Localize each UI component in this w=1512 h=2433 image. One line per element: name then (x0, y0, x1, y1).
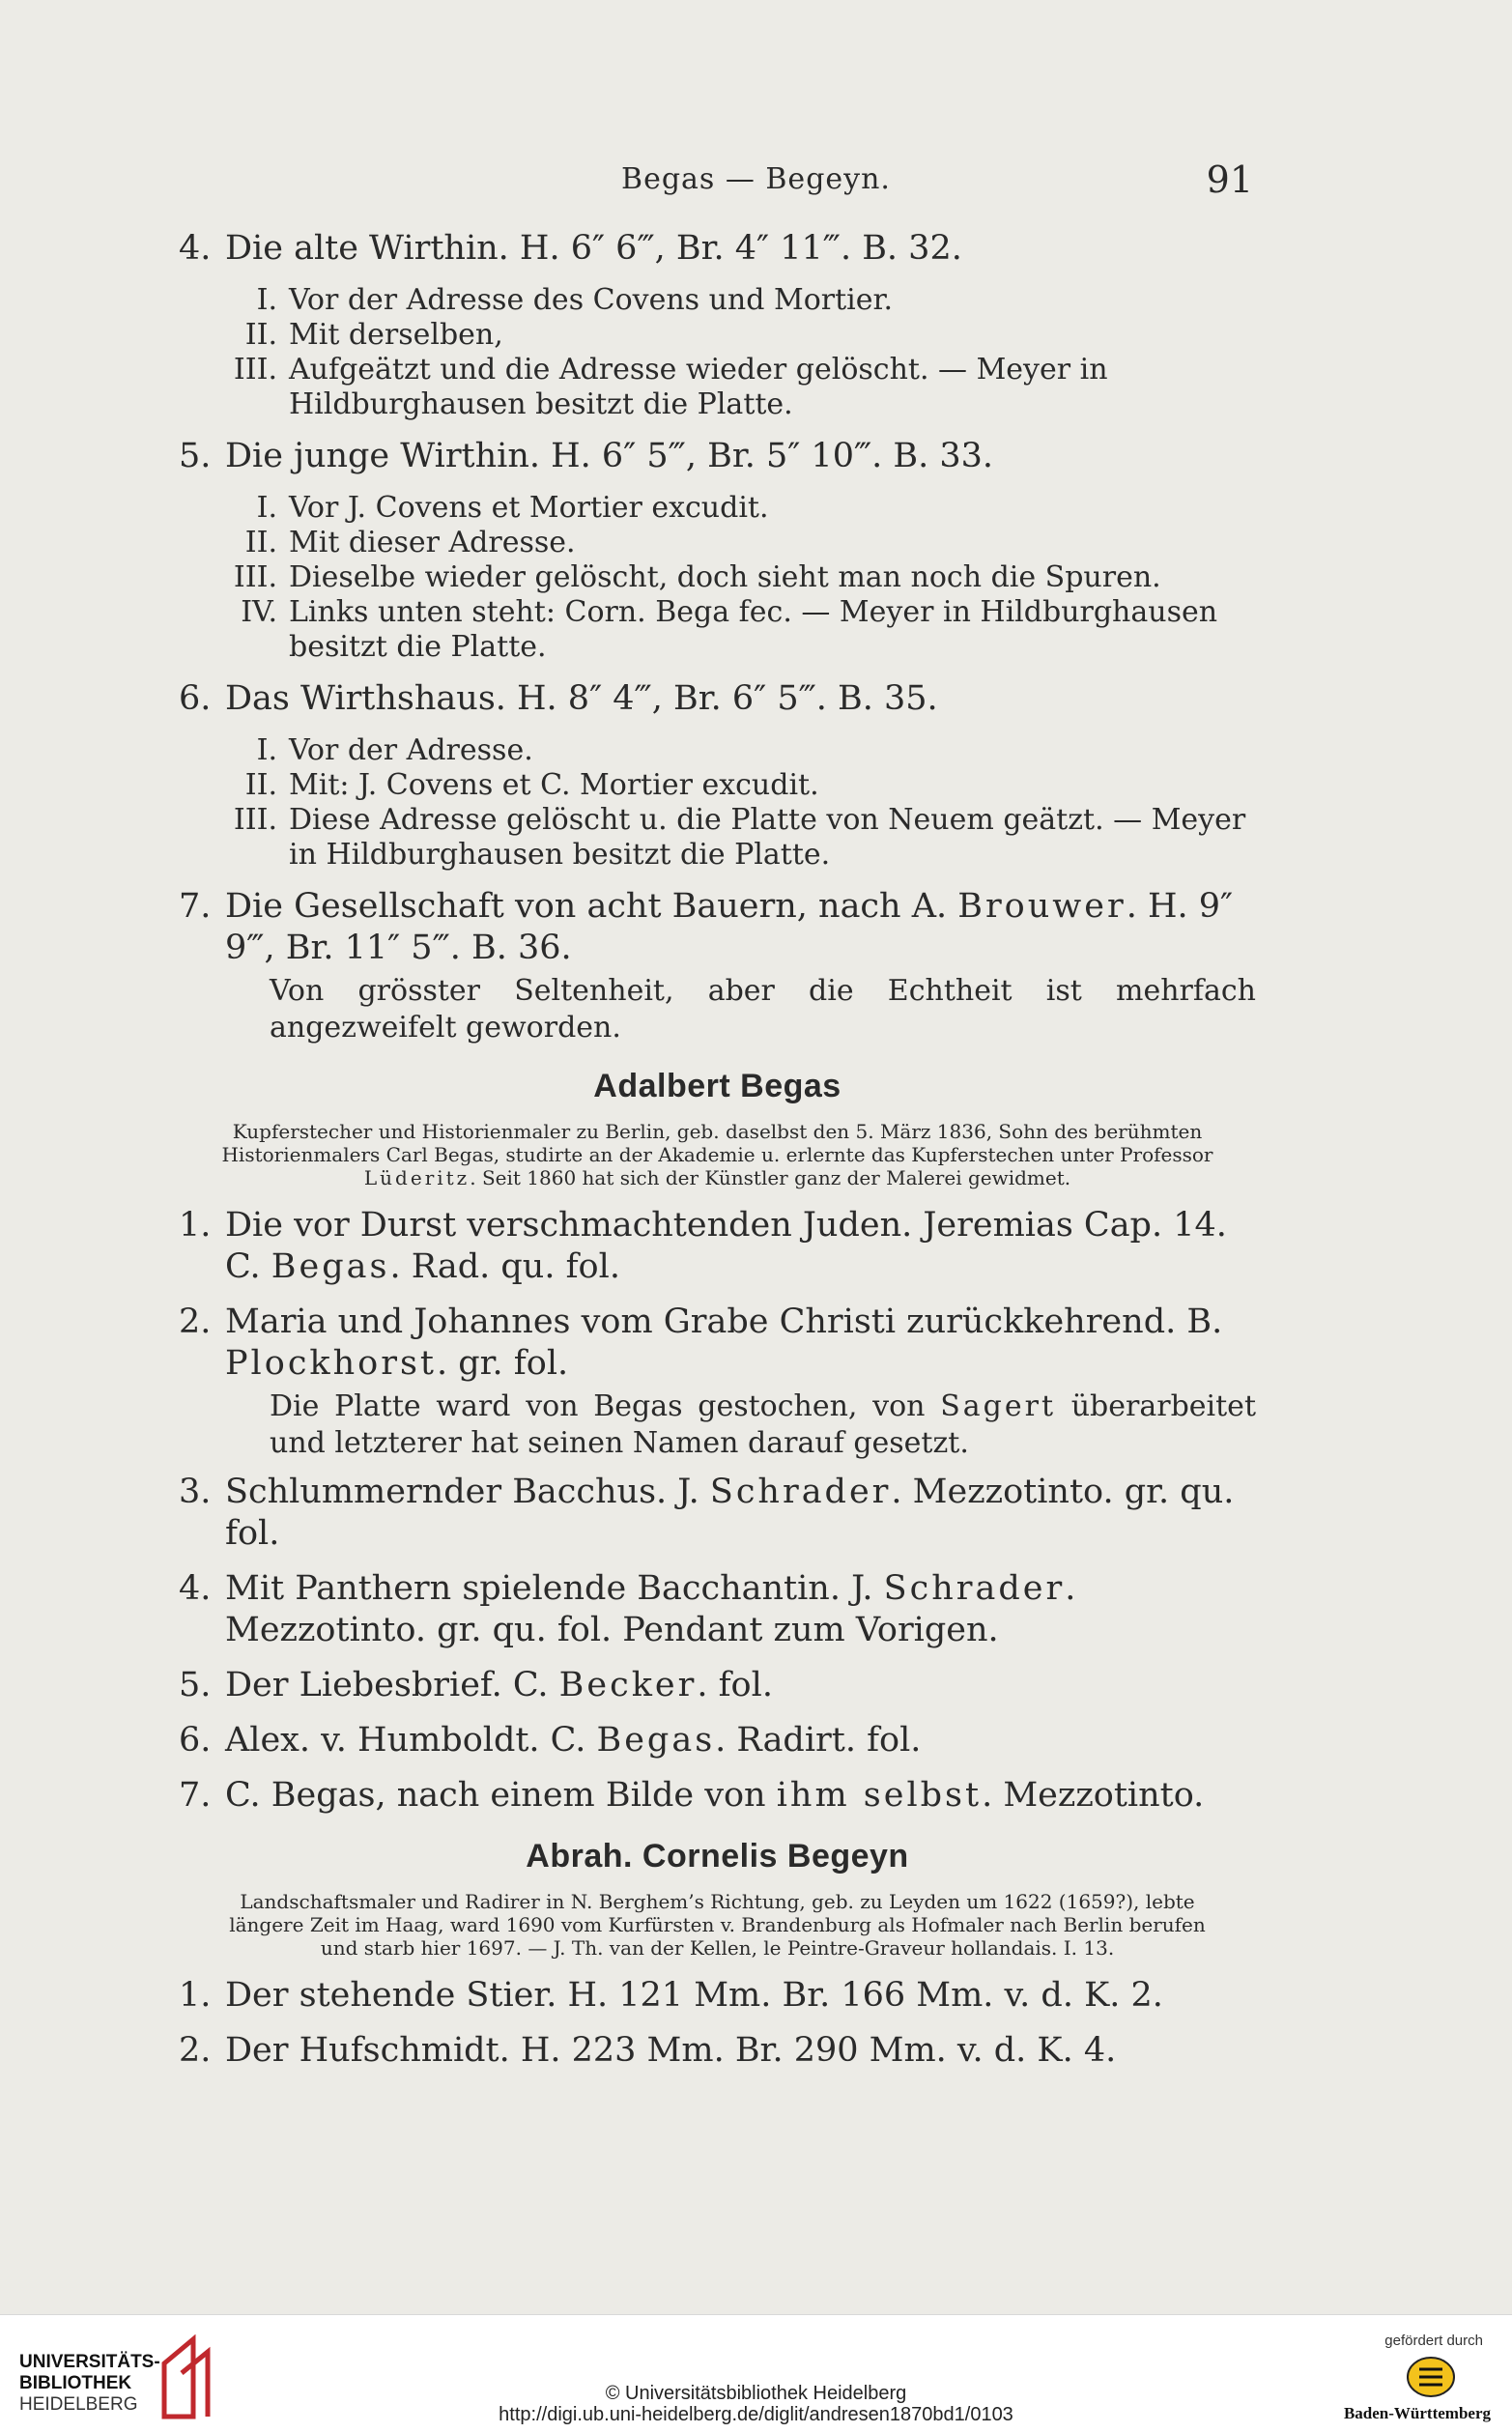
coat-of-arms-icon (1406, 2356, 1456, 2398)
state-line (179, 560, 1256, 595)
state-line (179, 526, 1256, 560)
entry-text: Das Wirthshaus. H. 8″ 4‴, Br. 6″ 5‴. B. 35. (225, 679, 938, 718)
digitization-footer (0, 2314, 1512, 2433)
library-logo-line: BIBLIOTHEK (19, 2373, 132, 2393)
entry-number: 4. (179, 229, 212, 268)
state-numeral: III. (233, 353, 277, 386)
state-text: Links unten steht: Corn. Bega fec. — Meyer in Hildburghausen besitzt die Platte. (289, 595, 1218, 664)
entry-note (179, 1388, 1256, 1462)
entry-number: 5. (179, 1666, 212, 1704)
state-text: Vor der Adresse. (289, 733, 533, 767)
entry-number: 7. (179, 887, 212, 926)
entry-text: Maria und Johannes vom Grabe Christi zurückkehrend. B. (225, 1302, 1223, 1341)
state-numeral: II. (244, 318, 277, 352)
entry-text: Die junge Wirthin. H. 6″ 5‴, Br. 5″ 10‴. B. 33. (225, 437, 994, 475)
state-line (179, 595, 1256, 665)
entry-text: . Mezzotinto. gr. qu. fol. (225, 1473, 1235, 1553)
entry-number: 4. (179, 1569, 212, 1608)
entry-number: 7. (179, 1776, 212, 1815)
running-title: Begas — Begeyn. (621, 162, 891, 196)
entry-text: Alex. v. Humboldt. C. (225, 1721, 597, 1760)
entry-text: . Mezzotinto. gr. qu. fol. Pendant zum Vorigen. (225, 1569, 1076, 1649)
state-numeral: II. (244, 526, 277, 559)
catalog-entry (179, 1302, 1256, 1385)
entry-text: Schlummernder Bacchus. J. (225, 1473, 710, 1511)
state-line (179, 803, 1256, 873)
catalog-entry (179, 1775, 1256, 1817)
state-numeral: I. (256, 283, 277, 317)
catalog-entry (179, 1975, 1256, 2017)
catalog-entry (179, 1472, 1256, 1555)
entry-number: 1. (179, 1976, 212, 2015)
state-text: Mit dieser Adresse. (289, 526, 576, 559)
entry-number: 5. (179, 437, 212, 475)
catalog-entry (179, 228, 1256, 270)
entry-text: . gr. fol. (437, 1344, 569, 1383)
entry-number: 1. (179, 1206, 212, 1245)
note-text: Die Platte ward von Begas gestochen, von (270, 1389, 941, 1423)
section-title: Adalbert Begas (593, 1068, 842, 1104)
artist-biography: Landschaftsmaler und Radirer in N. Berghem’s Richtung, geb. zu Leyden um 1622 (1659?), lebte längere Zeit im Haag, ward 1690 vom Kurfürsten v. Brandenburg als Hofmaler nach Berlin berufen und starb hier 1697. — J. Th. van der Kellen, le Peintre-Graveur hollandais. I. 13. (229, 1890, 1206, 1960)
catalog-entry (179, 1720, 1256, 1761)
entry-text: . fol. (697, 1666, 773, 1704)
state-numeral: IV. (241, 595, 277, 629)
entry-number: 2. (179, 1302, 212, 1341)
artist-name: Sagert (940, 1389, 1057, 1423)
state-text: Aufgeätzt und die Adresse wieder gelöscht. — Meyer in Hildburghausen besitzt die Platte. (289, 353, 1108, 421)
state-numeral: III. (233, 560, 277, 594)
state-text: Dieselbe wieder gelöscht, doch sieht man noch die Spuren. (289, 560, 1161, 594)
entry-text: . Mezzotinto. (982, 1776, 1205, 1815)
catalog-entry (179, 436, 1256, 477)
state-numeral: I. (256, 491, 277, 525)
catalog-entry (179, 886, 1256, 969)
state-text: Vor J. Covens et Mortier excudit. (289, 491, 769, 525)
entry-text: . Rad. qu. fol. (389, 1247, 620, 1286)
entry-number: 6. (179, 679, 212, 718)
entry-text: Die Gesellschaft von acht Bauern, nach A. (225, 887, 958, 926)
entry-number: 2. (179, 2031, 212, 2070)
state-text: Mit derselben, (289, 318, 503, 352)
artist-name: Brouwer (957, 887, 1127, 926)
running-head (0, 158, 1512, 211)
sponsor-name: Baden-Württemberg (1343, 2404, 1491, 2422)
library-logo-line: UNIVERSITÄTS- (19, 2352, 160, 2372)
artist-name: Plockhorst (225, 1344, 437, 1383)
state-text: Vor der Adresse des Covens und Mortier. (289, 283, 894, 317)
artist-name: ihm selbst (776, 1776, 983, 1815)
state-line (179, 491, 1256, 526)
bio-text: . Seit 1860 hat sich der Künstler ganz der Malerei gewidmet. (470, 1166, 1071, 1189)
entry-text: Der stehende Stier. H. 121 Mm. Br. 166 Mm. v. d. K. 2. (225, 1976, 1163, 2015)
entry-number: 6. (179, 1721, 212, 1760)
state-numeral: I. (256, 733, 277, 767)
page-number: 91 (1206, 158, 1253, 201)
entry-text: C. Begas, nach einem Bilde von (225, 1776, 777, 1815)
entry-text: . H. 9″ 9‴, Br. 11″ 5‴. B. 36. (225, 887, 1234, 967)
entry-text: Mit Panthern spielende Bacchantin. J. (225, 1569, 884, 1608)
copyright-block (0, 2383, 1512, 2425)
artist-name: Begas (271, 1247, 390, 1286)
catalog-entry (179, 678, 1256, 720)
artist-name: Begas (596, 1721, 716, 1760)
state-numeral: II. (244, 768, 277, 802)
state-line (179, 768, 1256, 803)
entry-text: . Radirt. fol. (715, 1721, 922, 1760)
catalog-entry (179, 2030, 1256, 2072)
state-line (179, 318, 1256, 353)
state-line (179, 733, 1256, 768)
copyright-text: © Universitätsbibliothek Heidelberg (605, 2383, 907, 2404)
section-title: Abrah. Cornelis Begeyn (526, 1838, 909, 1875)
entry-text: Die vor Durst verschmachtenden Juden. Jeremias Cap. 14. C. (225, 1206, 1227, 1286)
catalog-entry (179, 1665, 1256, 1706)
artist-name: Schrader (709, 1473, 892, 1511)
artist-name: Becker (558, 1666, 698, 1704)
sponsor-label: gefördert durch (1384, 2333, 1483, 2349)
entry-number: 3. (179, 1473, 212, 1511)
entry-text: Der Hufschmidt. H. 223 Mm. Br. 290 Mm. v. d. K. 4. (225, 2031, 1117, 2070)
permalink[interactable]: http://digi.ub.uni-heidelberg.de/diglit/andresen1870bd1/0103 (499, 2404, 1013, 2425)
state-text: Mit: J. Covens et C. Mortier excudit. (289, 768, 819, 802)
bio-text: Kupferstecher und Historienmaler zu Berlin, geb. daselbst den 5. März 1836, Sohn des berühmten Historienmalers Carl Begas, studirte an der Akademie u. erlernte das Kupferstechen unter Professor (221, 1120, 1213, 1166)
entry-note: Von grösster Seltenheit, aber die Echtheit ist mehrfach angezweifelt geworden. (270, 974, 1256, 1045)
catalog-entry (179, 1568, 1256, 1651)
artist-name: Schrader (883, 1569, 1066, 1608)
state-text: Diese Adresse gelöscht u. die Platte von Neuem geätzt. — Meyer in Hildburghausen besitzt die Platte. (289, 803, 1246, 872)
state-line (179, 283, 1256, 318)
note-text: überarbeitet und letzterer hat seinen Namen darauf gesetzt. (270, 1389, 1256, 1460)
page-content (179, 228, 1256, 2085)
entry-text: Der Liebesbrief. C. (225, 1666, 559, 1704)
entry-text: Die alte Wirthin. H. 6″ 6‴, Br. 4″ 11‴. B. 32. (225, 229, 962, 268)
catalog-entry (179, 1205, 1256, 1288)
artist-biography (179, 1120, 1256, 1189)
artist-name: Lüderitz (363, 1166, 471, 1189)
library-logo-line: HEIDELBERG (19, 2394, 138, 2415)
state-numeral: III. (233, 803, 277, 837)
state-line (179, 353, 1256, 422)
